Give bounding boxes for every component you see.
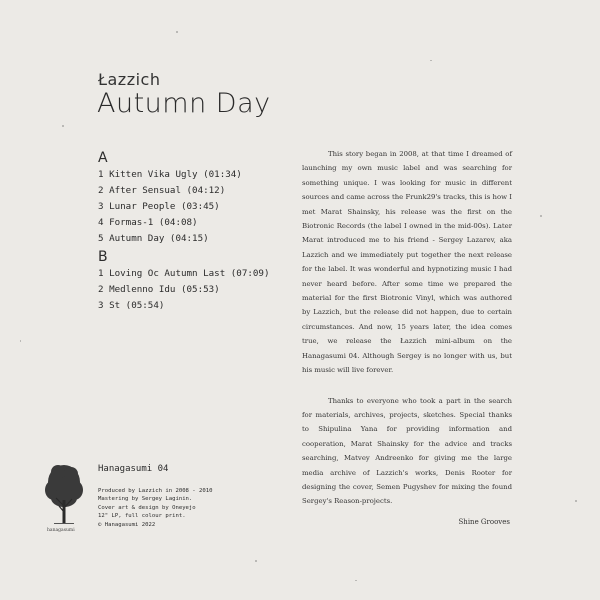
track-listing-item: 3 St (05:54) — [98, 300, 165, 311]
track-listing-item: 1 Kitten Vika Ugly (01:34) — [98, 169, 242, 180]
paper-speck — [255, 560, 257, 562]
credit-line: Mastering by Sergey Laginin. — [98, 496, 193, 503]
credits — [98, 487, 213, 529]
track-listing-item: 1 Loving Oc Autumn Last (07:09) — [98, 268, 270, 279]
track-listing-item: 3 Lunar People (03:45) — [98, 201, 220, 212]
label-logo-caption: hanagasumi — [47, 528, 75, 533]
tree-logo-icon — [44, 462, 84, 526]
album-title: Autumn Day — [97, 88, 271, 119]
artist-name: Łazzich — [98, 70, 161, 89]
paper-speck — [575, 500, 577, 502]
paper-speck — [355, 580, 357, 581]
track-listing-item: 4 Formas-1 (04:08) — [98, 217, 198, 228]
side-a — [98, 150, 242, 247]
side-a-label: A — [98, 150, 108, 166]
label-release-name: Hanagasumi 04 — [98, 464, 169, 474]
paper-speck — [540, 215, 542, 217]
credit-line: Produced by Lazzich in 2008 - 2010 — [98, 488, 213, 494]
paper-speck — [20, 340, 21, 342]
credit-line: © Hanagasumi 2022 — [98, 521, 156, 528]
liner-notes-paragraph: Thanks to everyone who took a part in the search for materials, archives, projects, sketches. Special thanks to Shipulina Yana for providing information and cooperation, Marat Shainsky for the advice and tracks searching, Matvey Andreenko for giving me the large media archive of Lazzich's works, Denis Rooter for designing the cover, Semen Pugyshev for mixing the found Sergey's Reason-projects. — [302, 396, 512, 506]
track-listing-item: 2 Medlenno Idu (05:53) — [98, 284, 220, 295]
paper-speck — [430, 60, 432, 61]
paper-speck — [176, 31, 178, 33]
signature: Shine Grooves — [458, 518, 510, 526]
side-b — [98, 249, 269, 314]
track-listing-item: 2 After Sensual (04:12) — [98, 185, 226, 196]
credit-line: Cover art & design by Oneyejo — [98, 504, 196, 511]
liner-notes-paragraph: This story began in 2008, at that time I dreamed of launching my own music label and was searching for something unique. I was looking for music in different sources and came across the Frunk29's tracks, this is how I met Marat Shainsky, his release was the first on the Biotronic Records (the label I owned in the mid-00s). Later Marat introduced me to his friend - Sergey Lazarev, aka Lazzich and we immediately put together the next release for the label. It was wonderful and hypnotizing music I had never heard before. After some time we prepared the material for the first Biotronic Vinyl, which was authored by Lazzich, but the release did not happen, due to certain circumstances. And now, 15 years later, the idea comes true, we release the Łazzich mini-album on the Hanagasumi 04. Although Sergey is no longer with us, but his music will live forever. — [302, 150, 512, 375]
liner-notes — [302, 147, 512, 525]
paper-speck — [62, 125, 64, 127]
side-b-label: B — [98, 249, 108, 265]
credit-line: 12" LP, full colour print. — [98, 513, 186, 520]
track-listing-item: 5 Autumn Day (04:15) — [98, 233, 209, 244]
